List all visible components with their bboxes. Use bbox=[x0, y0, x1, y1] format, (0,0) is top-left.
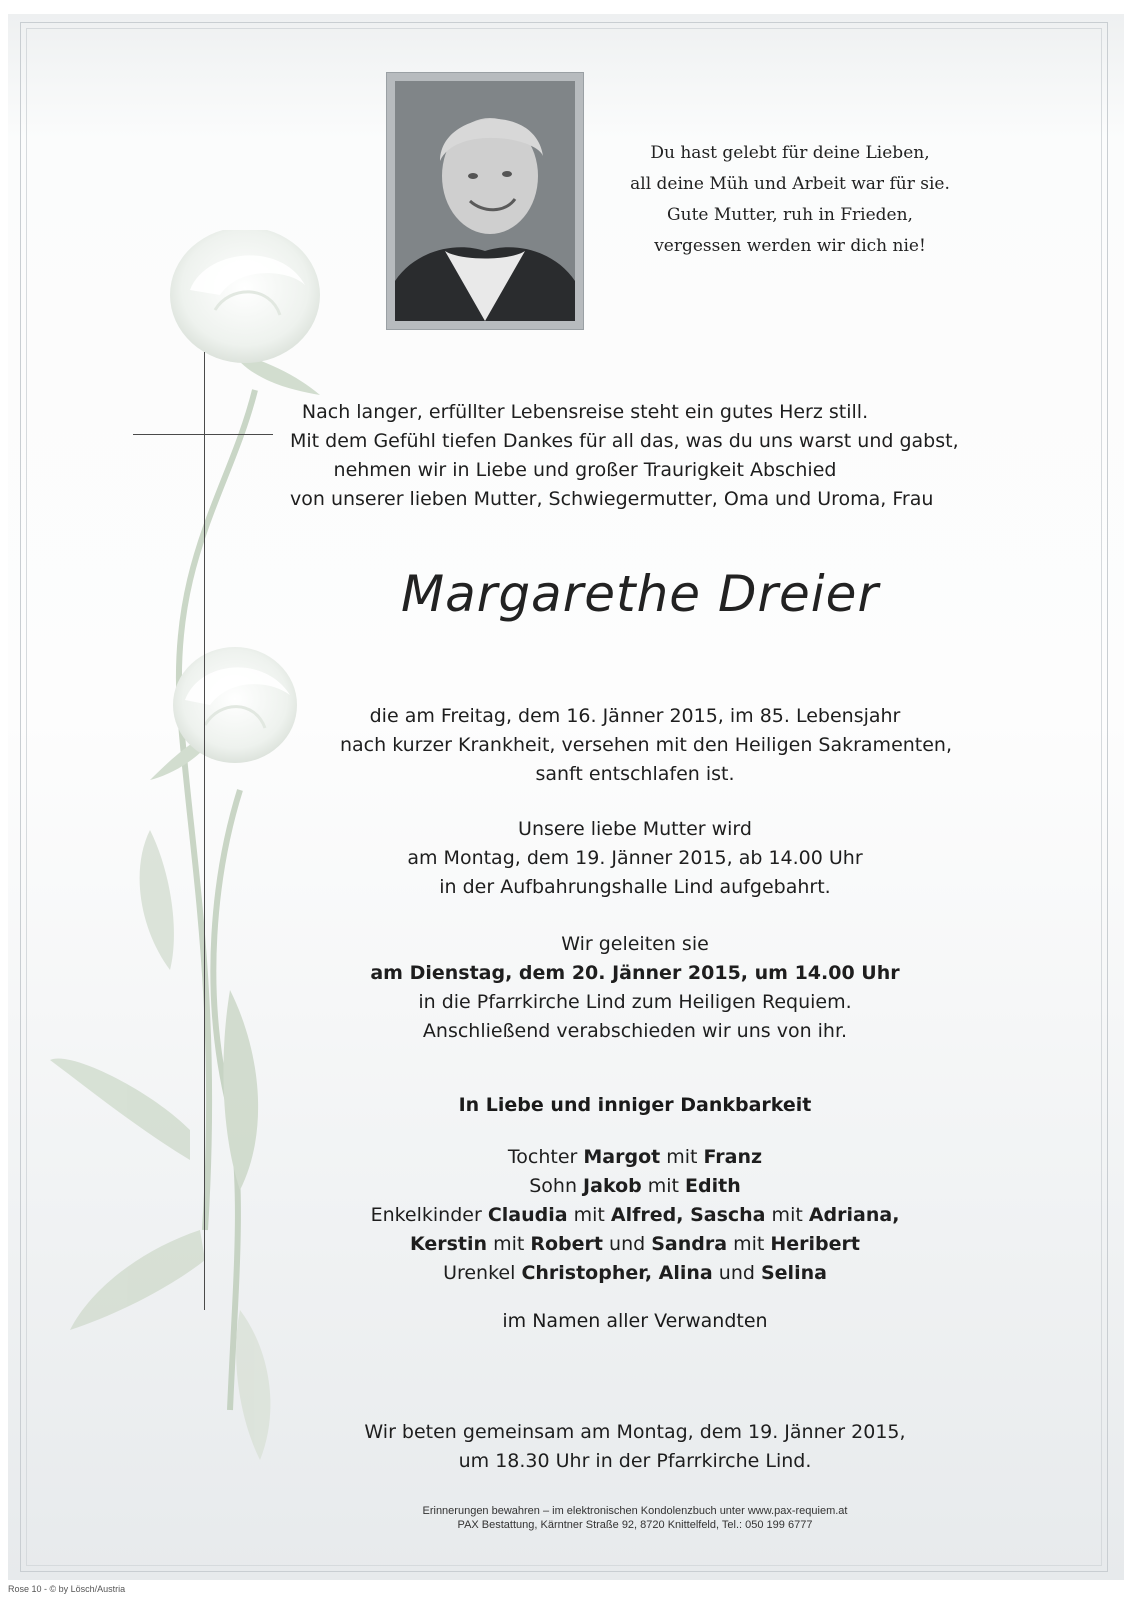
family-heading: In Liebe und inniger Dankbarkeit bbox=[458, 1094, 812, 1116]
funeral-notice bbox=[340, 930, 930, 1046]
relative-name: Jakob bbox=[583, 1175, 642, 1197]
mass-notice bbox=[340, 1418, 930, 1476]
intro-line: nehmen wir in Liebe und großer Traurigkeit Abschied bbox=[333, 459, 837, 481]
funeral-line: Wir geleiten sie bbox=[561, 933, 709, 955]
connector: und bbox=[712, 1262, 761, 1284]
wake-line: Unsere liebe Mutter wird bbox=[518, 818, 752, 840]
cross-vertical-line bbox=[204, 352, 205, 1310]
death-line: nach kurzer Krankheit, versehen mit den Heiligen Sakramenten, bbox=[340, 734, 953, 756]
funeral-line: Anschließend verabschieden wir uns von ihr. bbox=[422, 1020, 848, 1042]
relation-label: Sohn bbox=[529, 1175, 584, 1197]
image-credit: Rose 10 - © by Lösch/Austria bbox=[8, 1584, 126, 1594]
relation-label: Urenkel bbox=[443, 1262, 522, 1284]
relative-name: Adriana, bbox=[808, 1204, 900, 1226]
on-behalf-line: im Namen aller Verwandten bbox=[502, 1310, 768, 1332]
relative-name: Selina bbox=[760, 1262, 827, 1284]
footer-condolence-line: Erinnerungen bewahren – im elektronischen Kondolenzbuch unter www.pax-requiem.at bbox=[422, 1505, 848, 1517]
verse-line: vergessen werden wir dich nie! bbox=[654, 236, 926, 256]
family-line bbox=[340, 1230, 930, 1259]
mass-line: um 18.30 Uhr in der Pfarrkirche Lind. bbox=[458, 1450, 812, 1472]
relative-name: Edith bbox=[685, 1175, 741, 1197]
family-line bbox=[340, 1143, 930, 1172]
footer bbox=[340, 1504, 930, 1532]
death-line: die am Freitag, dem 16. Jänner 2015, im 85. Lebensjahr bbox=[369, 705, 901, 727]
verse-line: Du hast gelebt für deine Lieben, bbox=[650, 143, 930, 163]
relative-name: Alfred, Sascha bbox=[610, 1204, 766, 1226]
intro-line: von unserer lieben Mutter, Schwiegermutter, Oma und Uroma, Frau bbox=[290, 488, 934, 510]
death-line: sanft entschlafen ist. bbox=[535, 763, 735, 785]
portrait-photo bbox=[386, 72, 584, 330]
connector: mit bbox=[727, 1233, 771, 1255]
relative-name: Christopher, Alina bbox=[521, 1262, 713, 1284]
family-line bbox=[340, 1201, 930, 1230]
relative-name: Robert bbox=[530, 1233, 603, 1255]
relative-name: Heribert bbox=[770, 1233, 861, 1255]
funeral-date: am Dienstag, dem 20. Jänner 2015, um 14.00 Uhr bbox=[370, 962, 900, 984]
connector: mit bbox=[487, 1233, 531, 1255]
footer-address-line: PAX Bestattung, Kärntner Straße 92, 8720 Knittelfeld, Tel.: 050 199 6777 bbox=[457, 1519, 813, 1531]
verse-line: all deine Müh und Arbeit war für sie. bbox=[630, 174, 950, 194]
family-line bbox=[340, 1259, 930, 1288]
connector: mit bbox=[660, 1146, 704, 1168]
relative-name: Sandra bbox=[651, 1233, 728, 1255]
mass-line: Wir beten gemeinsam am Montag, dem 19. Jänner 2015, bbox=[364, 1421, 906, 1443]
wake-line: am Montag, dem 19. Jänner 2015, ab 14.00 Uhr bbox=[407, 847, 863, 869]
wake-notice bbox=[340, 815, 930, 902]
relation-label: Enkelkinder bbox=[370, 1204, 488, 1226]
memorial-verse bbox=[600, 138, 980, 262]
death-notice bbox=[340, 702, 953, 789]
portrait-image bbox=[395, 81, 575, 321]
connector: mit bbox=[641, 1175, 686, 1197]
relation-label: Tochter bbox=[507, 1146, 584, 1168]
relative-name: Kerstin bbox=[409, 1233, 488, 1255]
intro-line: Nach langer, erfüllter Lebensreise steht ein gutes Herz still. bbox=[301, 401, 869, 423]
relative-name: Franz bbox=[703, 1146, 763, 1168]
intro-line: Mit dem Gefühl tiefen Dankes für all das, was du uns warst und gabst, bbox=[290, 430, 959, 452]
deceased-name: Margarethe Dreier bbox=[400, 565, 879, 623]
connector: mit bbox=[765, 1204, 809, 1226]
family-list bbox=[340, 1143, 930, 1288]
family-line bbox=[340, 1172, 930, 1201]
wake-line: in der Aufbahrungshalle Lind aufgebahrt. bbox=[439, 876, 831, 898]
intro-text bbox=[290, 398, 959, 514]
cross-horizontal-line bbox=[133, 434, 273, 435]
connector: und bbox=[603, 1233, 652, 1255]
connector: mit bbox=[567, 1204, 611, 1226]
relative-name: Margot bbox=[583, 1146, 661, 1168]
relative-name: Claudia bbox=[487, 1204, 568, 1226]
verse-line: Gute Mutter, ruh in Frieden, bbox=[667, 205, 913, 225]
funeral-line: in die Pfarrkirche Lind zum Heiligen Requiem. bbox=[418, 991, 852, 1013]
